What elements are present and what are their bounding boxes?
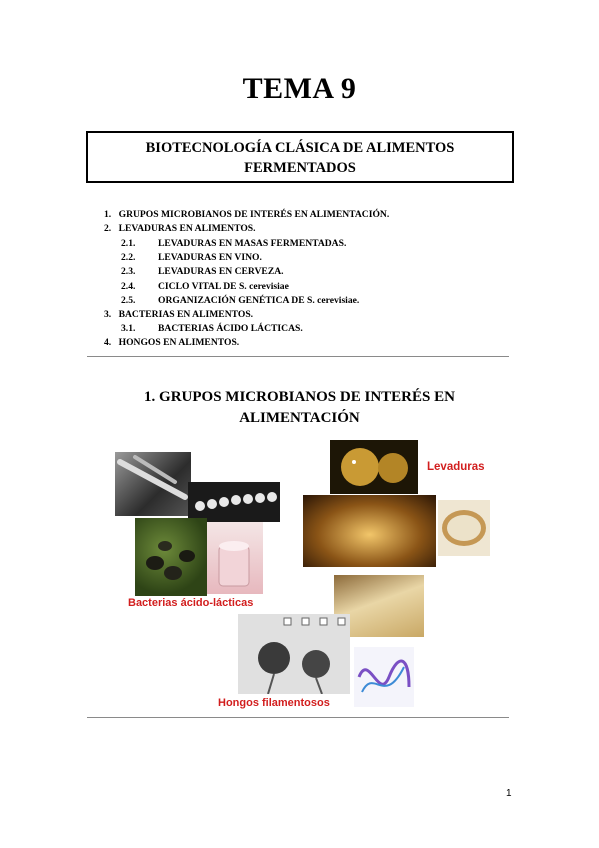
subtitle-box [86, 131, 514, 183]
toc-label: LEVADURAS EN VINO. [158, 252, 262, 263]
bacteria-micrograph [115, 452, 191, 516]
toc-label: LEVADURAS EN CERVEZA. [158, 266, 284, 277]
toc-item-2 [104, 223, 256, 234]
toc-item-3 [104, 309, 253, 320]
section-heading-line-2: ALIMENTACIÓN [239, 410, 360, 426]
toc-label: GRUPOS MICROBIANOS DE INTERÉS EN ALIMENTACIÓN. [118, 209, 390, 220]
toc-number: 2. [104, 223, 112, 234]
bread-photo [438, 500, 490, 556]
toc-label: ORGANIZACIÓN GENÉTICA DE S. cerevisiae. [158, 295, 360, 306]
page-title: TEMA 9 [242, 72, 357, 105]
toc-number: 3.1. [121, 323, 136, 334]
divider [87, 717, 509, 718]
toc-number: 2.2. [121, 252, 136, 263]
olives-photo [135, 518, 207, 596]
toc-label: CICLO VITAL DE S. cerevisiae [158, 281, 289, 292]
toc-label: HONGOS EN ALIMENTOS. [118, 337, 240, 348]
toc-number: 4. [104, 337, 112, 348]
toc-label: BACTERIAS EN ALIMENTOS. [118, 309, 254, 320]
levaduras-label: Levaduras [427, 461, 485, 473]
bacterias-label: Bacterias ácido-lácticas [128, 597, 254, 609]
hongos-label: Hongos filamentosos [218, 697, 330, 709]
toc-label: BACTERIAS ÁCIDO LÁCTICAS. [158, 323, 303, 334]
wine-cellar-photo [303, 495, 436, 567]
toc-number: 2.1. [121, 238, 136, 249]
toc-label: LEVADURAS EN ALIMENTOS. [118, 223, 256, 234]
divider [87, 356, 509, 357]
toc-item-1 [104, 209, 389, 220]
toc-item-4 [104, 337, 239, 348]
subtitle-line-2: FERMENTADOS [244, 160, 356, 176]
fungi-micrograph [238, 614, 350, 694]
subtitle-line-1: BIOTECNOLOGÍA CLÁSICA DE ALIMENTOS [145, 140, 455, 156]
yeast-micrograph [330, 440, 418, 494]
toc-number: 2.3. [121, 266, 136, 277]
section-heading-line-1: 1. GRUPOS MICROBIANOS DE INTERÉS EN [144, 389, 455, 405]
toc-number: 2.4. [121, 281, 136, 292]
page-number: 1 [506, 788, 512, 799]
cocci-micrograph [188, 482, 280, 522]
toc-number: 2.5. [121, 295, 136, 306]
yogurt-photo [207, 522, 263, 594]
toc-label: LEVADURAS EN MASAS FERMENTADAS. [158, 238, 347, 249]
protein-structure-image [354, 647, 414, 707]
toc-number: 1. [104, 209, 112, 220]
toc-number: 3. [104, 309, 112, 320]
